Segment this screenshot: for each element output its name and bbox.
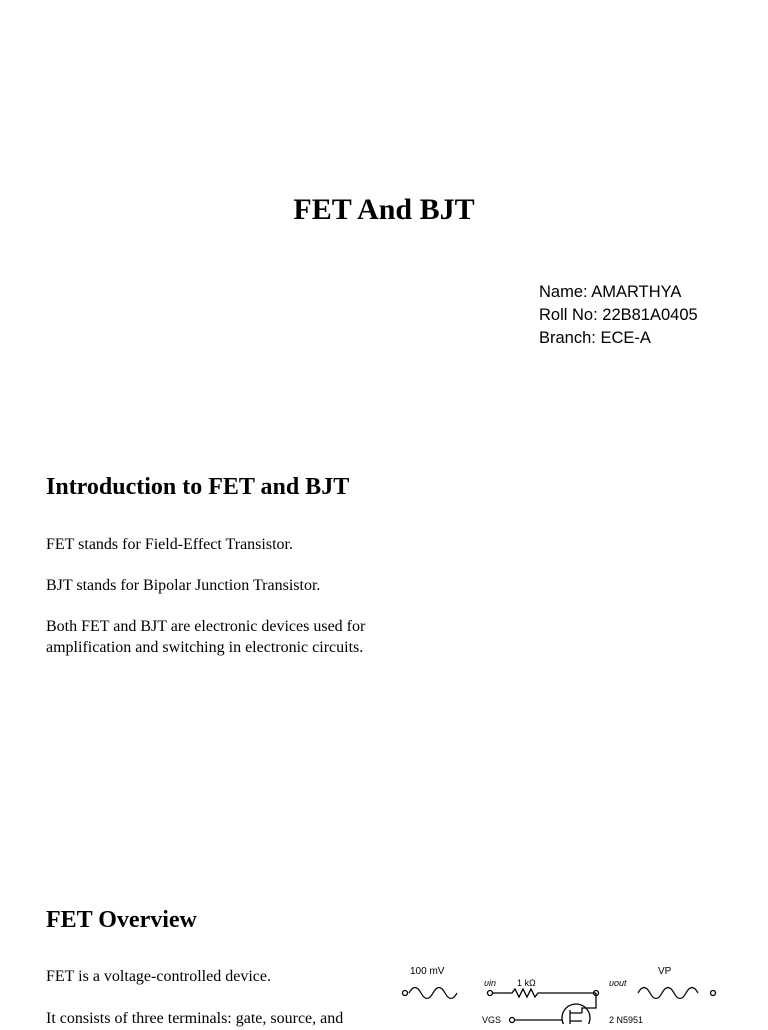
jfet-channel-icon xyxy=(570,1010,582,1024)
section-heading-introduction: Introduction to FET and BJT xyxy=(46,474,350,500)
vout-label: υout xyxy=(609,978,627,988)
intro-paragraph-usage: Both FET and BJT are electronic devices used for amplification and switching in electronic circuits. xyxy=(46,618,366,656)
vp-label: VP xyxy=(658,966,672,977)
author-branch: Branch: ECE-A xyxy=(539,329,651,347)
output-sine-wave-icon xyxy=(638,988,698,999)
document-title: FET And BJT xyxy=(293,193,475,226)
intro-paragraph-bjt: BJT stands for Bipolar Junction Transistor. xyxy=(46,577,321,594)
source-voltage-label: 100 mV xyxy=(410,966,445,977)
author-roll-number: Roll No: 22B81A0405 xyxy=(539,306,698,324)
author-block xyxy=(539,281,698,350)
output-terminal-icon xyxy=(711,991,716,996)
fet-paragraph-voltage-controlled: FET is a voltage-controlled device. xyxy=(46,968,271,985)
resistor-label: 1 kΩ xyxy=(517,978,536,988)
transistor-model-label: 2 N5951 xyxy=(609,1015,644,1024)
intro-paragraph-fet: FET stands for Field-Effect Transistor. xyxy=(46,536,293,553)
resistor-icon xyxy=(493,989,596,997)
vin-label: υin xyxy=(484,978,496,988)
vgs-label: VGS xyxy=(482,1015,502,1024)
fet-paragraph-terminals: It consists of three terminals: gate, source, and xyxy=(46,1010,344,1027)
vin-node-icon xyxy=(488,991,493,996)
drain-wire-icon xyxy=(582,993,596,1013)
fet-amplifier-circuit-figure xyxy=(396,962,726,1024)
input-terminal-icon xyxy=(403,991,408,996)
vgs-terminal-icon xyxy=(510,1018,515,1023)
section-heading-fet-overview: FET Overview xyxy=(46,907,197,933)
input-sine-wave-icon xyxy=(409,988,457,999)
author-name: Name: AMARTHYA xyxy=(539,283,682,301)
